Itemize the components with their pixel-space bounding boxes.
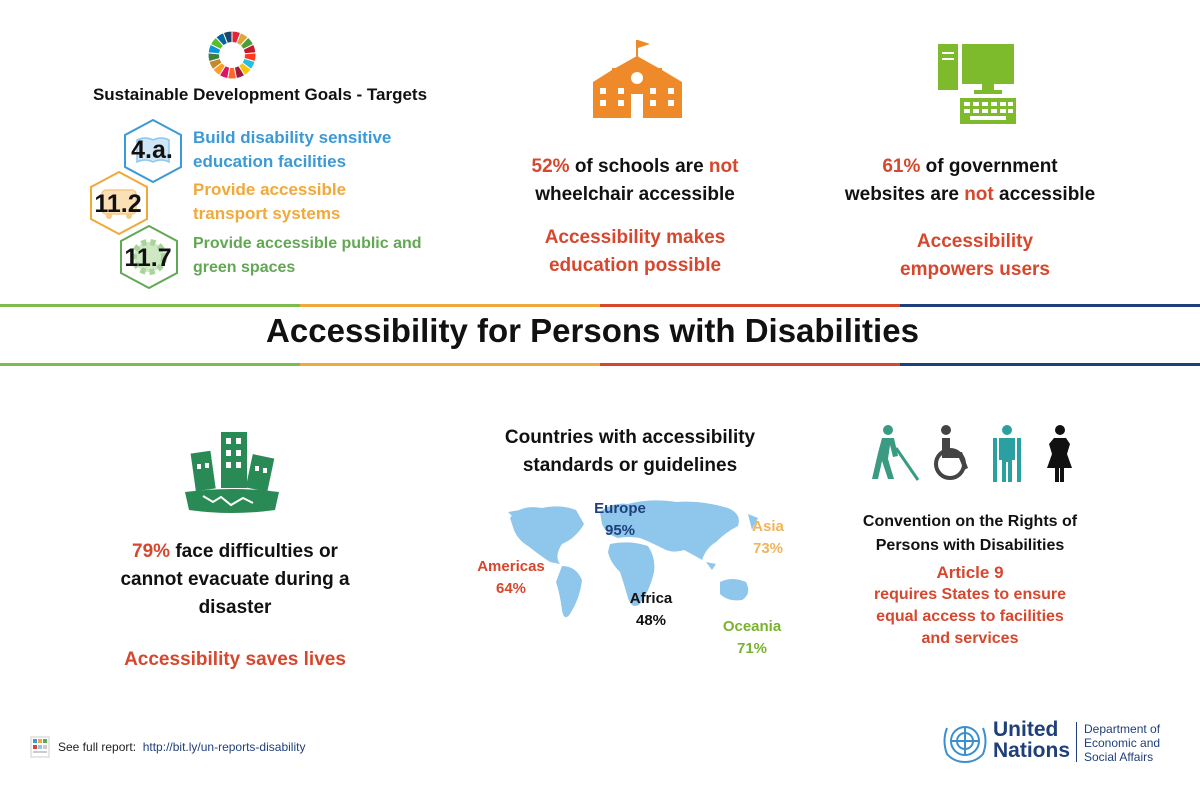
schools-pct: 52% xyxy=(531,156,570,177)
region-europe-value: 95% xyxy=(604,522,636,539)
region-americas-name: Americas xyxy=(477,558,545,575)
crpd-text-line1: requires States to ensure xyxy=(873,586,1067,603)
computer-icon xyxy=(936,42,1018,128)
crpd-article-number: Article 9 xyxy=(936,563,1004,582)
footer-link[interactable]: http://bit.ly/un-reports-disability xyxy=(142,740,306,754)
target-code-4a: 4.a. xyxy=(131,136,173,164)
footer-label: See full report: xyxy=(58,740,137,754)
standards-title: Countries with accessibility standards or guidelines xyxy=(504,427,756,476)
disaster-stat-line1: face difficulties or xyxy=(170,541,338,562)
desa-line1: Department of xyxy=(1084,722,1161,736)
banner-title: Accessibility for Persons with Disabilities xyxy=(266,312,919,349)
target-code-11-2: 11.2 xyxy=(94,190,142,218)
target-text-transport: Provide accessible transport systems xyxy=(193,180,347,223)
footer xyxy=(58,740,305,754)
websites-stat-line2b: accessible xyxy=(993,184,1096,205)
crpd-text-line3: and services xyxy=(921,630,1019,647)
region-oceania-value: 71% xyxy=(736,640,768,657)
region-asia-value: 73% xyxy=(752,540,784,557)
blind-person-icon xyxy=(872,424,924,482)
disaster-tagline: Accessibility saves lives xyxy=(124,649,346,670)
schools-not: not xyxy=(708,156,739,177)
region-americas xyxy=(468,556,554,600)
report-icon xyxy=(30,736,50,758)
region-africa-value: 48% xyxy=(635,612,667,629)
crpd-title xyxy=(830,510,1110,558)
un-line1: United xyxy=(993,718,1059,741)
target-code-11-7: 11.7 xyxy=(124,244,172,272)
disaster-pct: 79% xyxy=(132,541,171,562)
disaster-stat-line2: cannot evacuate during a xyxy=(120,569,350,590)
websites-not: not xyxy=(964,184,994,205)
wheelchair-icon xyxy=(932,424,976,482)
woman-person-icon xyxy=(1040,424,1080,482)
region-asia-name: Asia xyxy=(752,518,784,535)
desa-text xyxy=(1084,722,1160,764)
target-text-spaces: Provide accessible public and green spaces xyxy=(193,235,422,276)
top-divider xyxy=(0,304,1200,307)
region-africa-name: Africa xyxy=(629,590,673,607)
bottom-divider xyxy=(0,363,1200,366)
sdg-wheel-icon xyxy=(207,30,257,80)
un-wordmark xyxy=(993,719,1070,761)
schools-stat xyxy=(480,153,790,209)
un-line2: Nations xyxy=(993,739,1071,762)
crpd-text-line2: equal access to facilities xyxy=(876,608,1064,625)
sdg-title: Sustainable Development Goals - Targets xyxy=(92,85,428,104)
crpd-article xyxy=(830,562,1110,650)
target-text-education: Build disability sensitive education facilities xyxy=(193,128,392,171)
websites-stat-text: of government xyxy=(920,156,1058,177)
region-americas-value: 64% xyxy=(495,580,527,597)
region-oceania xyxy=(714,616,790,660)
websites-pct: 61% xyxy=(882,156,921,177)
schools-tagline: Accessibility makes education possible xyxy=(544,227,726,276)
school-icon xyxy=(590,38,685,120)
crpd-title-line2: Persons with Disabilities xyxy=(875,537,1065,554)
region-oceania-name: Oceania xyxy=(722,618,782,635)
crutch-person-icon xyxy=(990,424,1026,482)
schools-stat-end: wheelchair accessible xyxy=(535,184,735,205)
desa-line3: Social Affairs xyxy=(1084,750,1154,764)
disaster-stat-line3: disaster xyxy=(198,597,272,618)
crpd-title-line1: Convention on the Rights of xyxy=(862,513,1078,530)
websites-stat xyxy=(820,153,1120,209)
websites-stat-line2a: websites are xyxy=(844,184,965,205)
un-emblem-icon xyxy=(940,718,990,764)
disaster-stat xyxy=(80,538,390,622)
logo-separator xyxy=(1076,722,1077,762)
region-europe-name: Europe xyxy=(594,500,646,517)
region-asia xyxy=(738,516,798,560)
desa-line2: Economic and xyxy=(1084,736,1161,750)
collapsed-buildings-icon xyxy=(183,430,281,514)
websites-tagline: Accessibility empowers users xyxy=(900,231,1050,280)
schools-stat-text: of schools are xyxy=(569,156,709,177)
region-africa xyxy=(618,588,684,632)
region-europe xyxy=(585,498,655,542)
